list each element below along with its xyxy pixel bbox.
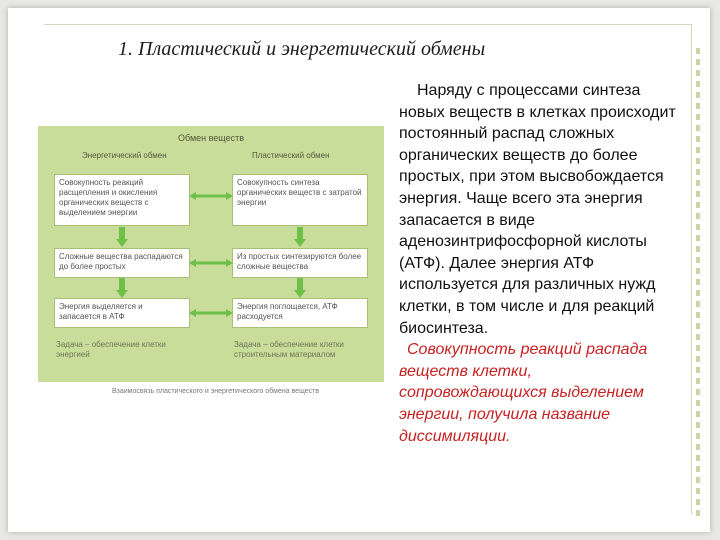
down-arrow-left-2 bbox=[116, 278, 128, 298]
energy-box-1: Совокупность реакций расщепления и окисления органических веществ с выделением энергии bbox=[54, 174, 190, 226]
top-border-line bbox=[44, 24, 692, 25]
plastic-box-1: Совокупность синтеза органических веществ с затратой энергии bbox=[232, 174, 368, 226]
diagram-caption: Взаимосвязь пластического и энергетического обмена веществ bbox=[112, 388, 320, 395]
double-arrow-row3 bbox=[189, 309, 233, 317]
down-arrow-right-2 bbox=[294, 278, 306, 298]
energy-box-2: Сложные вещества распадаются до более простых bbox=[54, 248, 190, 278]
plastic-box-2: Из простых синтезируются более сложные вещества bbox=[232, 248, 368, 278]
metabolism-diagram bbox=[38, 126, 384, 382]
main-paragraph: Наряду с процессами синтеза новых веществ в клетках происходит постоянный распад сложных органических веществ до более простых, при этом высвобождается энергия. Чаще всего эта энергия запасается в виде аденозинтрифосфорной кислоты (АТФ). Далее энергия АТФ используется для различных нужд клетки, в том числе и для реакций биосинтеза. bbox=[399, 82, 676, 337]
double-arrow-row1 bbox=[189, 192, 233, 200]
double-arrow-row2 bbox=[189, 259, 233, 267]
plastic-exchange-header: Пластический обмен bbox=[252, 151, 330, 160]
energy-exchange-header: Энергетический обмен bbox=[82, 151, 167, 160]
energy-box-3: Энергия выделяется и запасается в АТФ bbox=[54, 298, 190, 328]
energy-task-note: Задача – обеспечение клетки энергией bbox=[56, 340, 166, 359]
diagram-title: Обмен веществ bbox=[177, 133, 245, 143]
plastic-task-note: Задача – обеспечение клетки строительным материалом bbox=[234, 340, 344, 359]
text-column bbox=[399, 80, 681, 447]
decorative-side-bar bbox=[696, 48, 700, 518]
down-arrow-left-1 bbox=[116, 227, 128, 247]
slide-title: 1. Пластический и энергетический обмены bbox=[118, 38, 486, 60]
dissimilation-definition: Совокупность реакций распада веществ клетки, сопровождающихся выделением энергии, получила название диссимиляции. bbox=[399, 341, 648, 445]
right-border-line bbox=[691, 24, 692, 514]
down-arrow-right-1 bbox=[294, 227, 306, 247]
plastic-box-3: Энергия поглощается, АТФ расходуется bbox=[232, 298, 368, 328]
